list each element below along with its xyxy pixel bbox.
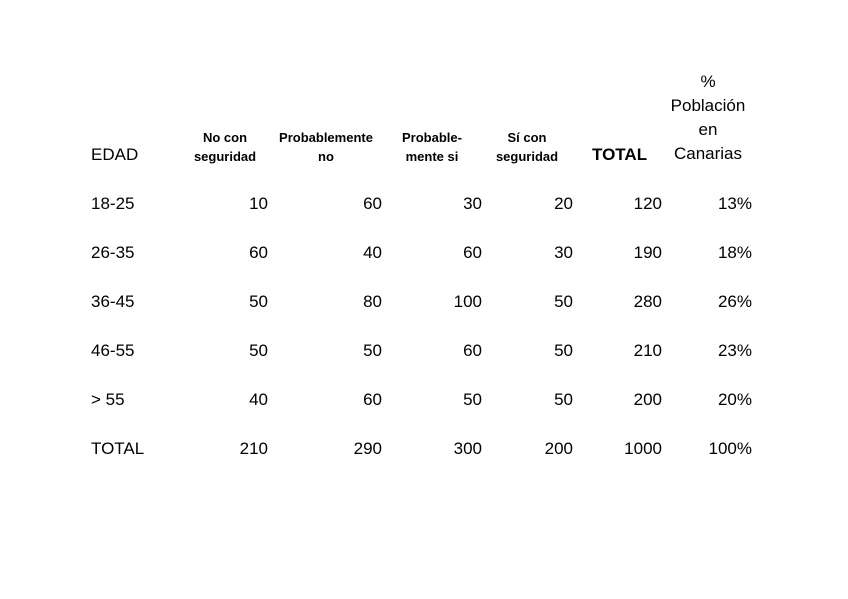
cell-total: 280: [633, 292, 662, 311]
cell-prob-si: 50: [463, 390, 482, 409]
cell-si-con: 30: [554, 243, 573, 262]
header-si-con-seguridad: [487, 128, 567, 166]
header-probablemente-no-line1: Probablemente: [279, 130, 373, 145]
header-probablemente-si-line1: Probable-: [402, 130, 462, 145]
cell-edad: 18-25: [91, 194, 135, 213]
cell-total: 200: [633, 390, 662, 409]
cell-total: 120: [633, 194, 662, 213]
header-no-con-seguridad-line1: No con: [202, 130, 248, 145]
header-probablemente-no-line2: no: [318, 149, 334, 164]
cell-edad: > 55: [91, 390, 125, 409]
header-poblacion-line2: Población: [670, 96, 746, 115]
cell-no-con: 60: [249, 243, 268, 262]
header-probablemente-si: [392, 128, 472, 166]
cell-pct: 18%: [717, 243, 752, 262]
header-total: TOTAL: [592, 145, 648, 164]
cell-prob-si: 300: [453, 439, 482, 458]
cell-pct: 100%: [708, 439, 752, 458]
cell-no-con: 50: [249, 341, 268, 360]
cell-pct: 20%: [717, 390, 752, 409]
cell-edad: 46-55: [91, 341, 135, 360]
cell-edad: 26-35: [91, 243, 135, 262]
header-no-con-seguridad-line2: seguridad: [193, 149, 257, 164]
cell-prob-si: 100: [453, 292, 482, 311]
cell-pct: 13%: [717, 194, 752, 213]
header-no-con-seguridad: [185, 128, 265, 166]
header-poblacion-line4: Canarias: [673, 144, 743, 163]
cell-no-con: 50: [249, 292, 268, 311]
header-si-con-seguridad-line1: Sí con: [507, 130, 547, 145]
header-probablemente-no: [270, 128, 382, 166]
cell-pct: 23%: [717, 341, 752, 360]
cell-prob-no: 290: [353, 439, 382, 458]
cell-prob-si: 30: [463, 194, 482, 213]
header-edad: EDAD: [91, 145, 139, 164]
cell-total: 1000: [624, 439, 662, 458]
cell-si-con: 50: [554, 390, 573, 409]
header-poblacion-line3: en: [698, 120, 718, 139]
header-si-con-seguridad-line2: seguridad: [495, 149, 559, 164]
header-poblacion-line1: %: [700, 72, 716, 91]
cell-edad: TOTAL: [91, 439, 145, 458]
cell-prob-no: 40: [363, 243, 382, 262]
cell-si-con: 200: [544, 439, 573, 458]
cell-total: 210: [633, 341, 662, 360]
header-probablemente-si-line2: mente si: [405, 149, 459, 164]
cell-pct: 26%: [717, 292, 752, 311]
cell-si-con: 20: [554, 194, 573, 213]
cell-si-con: 50: [554, 292, 573, 311]
cell-prob-no: 60: [363, 194, 382, 213]
cell-si-con: 50: [554, 341, 573, 360]
cell-no-con: 10: [249, 194, 268, 213]
cell-prob-si: 60: [463, 243, 482, 262]
cell-prob-no: 80: [363, 292, 382, 311]
cell-no-con: 40: [249, 390, 268, 409]
cell-edad: 36-45: [91, 292, 135, 311]
cell-prob-no: 60: [363, 390, 382, 409]
cell-prob-no: 50: [363, 341, 382, 360]
header-poblacion-canarias: [662, 70, 754, 166]
cell-no-con: 210: [239, 439, 268, 458]
cell-total: 190: [633, 243, 662, 262]
cell-prob-si: 60: [463, 341, 482, 360]
